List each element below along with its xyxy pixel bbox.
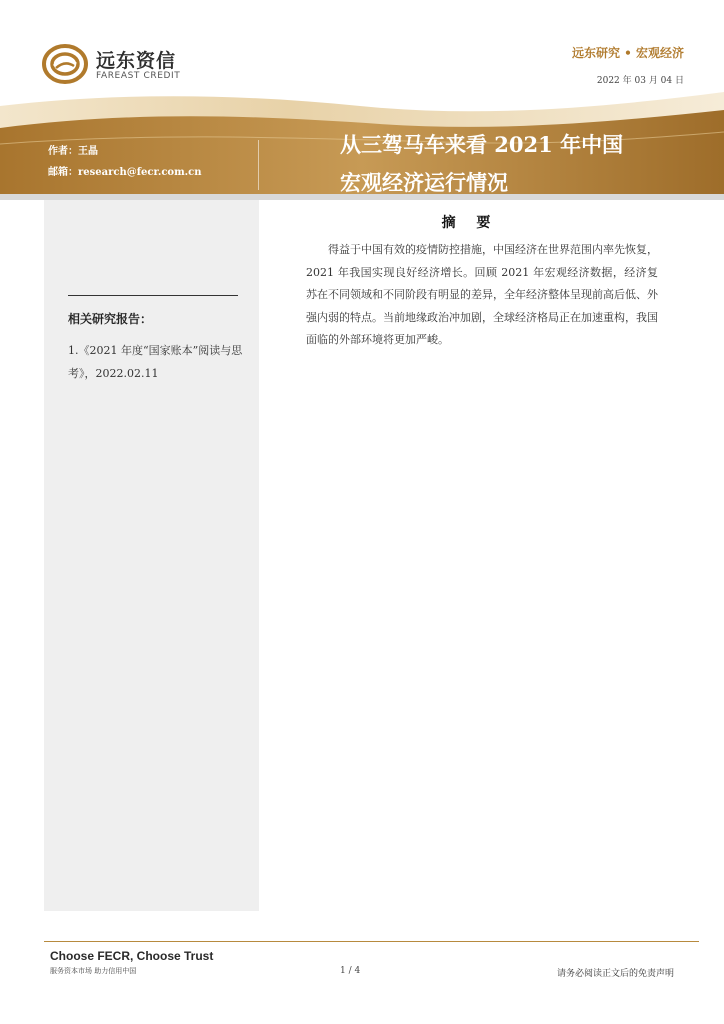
footer-divider [44,941,699,942]
logo-english-name: FAREAST CREDIT [96,71,181,81]
report-title-line-2: 宏观经济运行情况 [340,170,508,195]
disclaimer-note: 请务必阅读正文后的免责声明 [556,969,674,979]
sidebar-divider [68,295,238,296]
report-title-line-1: 从三驾马车来看 2021 年中国 [340,132,624,157]
footer-slogan: 服务资本市场 助力信用中国 [50,967,137,975]
report-title [340,126,680,202]
report-series: 远东研究 • 宏观经济 [571,46,684,60]
related-report-item: 1.《2021 年度“国家账本”阅读与思考》，2022.02.11 [68,344,243,380]
author: 作者：王晶 [48,146,98,157]
banner-divider [258,140,259,190]
author-email: 邮箱：research@fecr.com.cn [48,167,202,178]
logo-chinese-name: 远东资信 [96,50,177,72]
logo-mark-icon [42,44,88,84]
abstract-heading: 摘 要 [441,215,499,231]
company-logo [42,44,192,88]
sidebar-panel [44,200,259,911]
page-number: 1 / 4 [340,966,361,976]
footer-brand: Choose FECR, Choose Trust [50,949,214,963]
abstract-body: 得益于中国有效的疫情防控措施，中国经济在世界范围内率先恢复，2021 年我国实现良好经济增长。回顾 2021 年宏观经济数据，经济复苏在不同领域和不同阶段有明显的差异，全年经济整体呈现前高后低、外强内弱的特点。当前地缘政治冲加剧，全球经济格局正在加速重构，我国面临的外部环境将更加严峻。 [306,243,658,346]
report-date: 2022 年 03 月 04 日 [596,76,684,86]
related-reports-heading: 相关研究报告： [68,312,153,326]
